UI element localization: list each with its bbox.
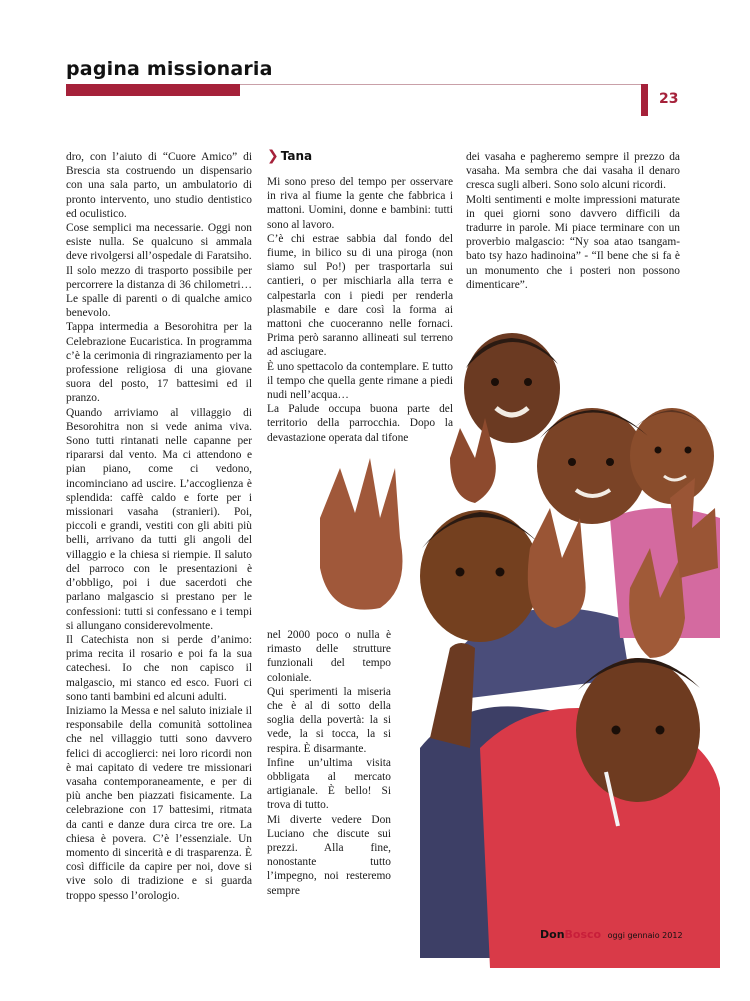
- paragraph: dei vasaha e pagheremo sempre il prezzo da vasaha. Ma sembra che dai vasaha il denaro cresca sugli alberi. Sono solo alcuni ricordi.: [466, 151, 680, 192]
- footer-brand-b: Bosco: [564, 928, 602, 941]
- footer-date: oggi gennaio 2012: [607, 931, 683, 940]
- paragraph: dro, con l’aiuto di “Cuore Amico” di Brescia sta costruendo un dispensario con una sala parto, un ambulatorio di pronto intervento, uno studio dentistico ed oculistico.: [66, 151, 252, 220]
- subheading-tana: [267, 148, 312, 164]
- header-rule: [240, 84, 642, 85]
- paragraph: Molti sentimenti e molte impressioni maturate in quei giorni sono davvero difficili da tradurre in parole. Mi piace terminare con un proverbio malgascio: “Ny soa atao tsangam-bato tsy hazo hadinoina” - “Il bene che si fa è un monumento che i posteri non possono dimenticare”.: [466, 193, 680, 291]
- paragraph: Qui sperimenti la miseria che è al di sotto della soglia della povertà: la si vede, la si tocca, la si respira. È disarmante.: [267, 685, 391, 755]
- subheading-text: Tana: [280, 149, 313, 163]
- paragraph: Quando arriviamo al villaggio di Besorohitra non si vede anima viva. Sono tutti rintanati nelle capanne per ripararsi dal vento. Ma ci attendono e pian piano, come ci vedono, incominciano ad uscire. L’accoglienza è splendida: caffè caldo e forte per i missionari vasaha (stranieri). Poi, piccoli e grandi, vestiti con gli abiti più belli, arrivano da tutti gli angoli del villaggio e la chiesa si riempie. Il saluto del parroco con le presentazioni è d’obbligo, poi i due sacerdoti che parlano malgascio si prestano per le confessioni: tutti si confessano e i tempi si allungano considerevolmente.: [66, 406, 252, 632]
- paragraph: nel 2000 poco o nulla è rimasto delle strutture funzionali del tempo coloniale.: [267, 629, 391, 684]
- page-number: 23: [659, 91, 679, 107]
- header-accent-bar: [66, 84, 240, 96]
- paragraph: Cose semplici ma necessarie. Oggi non esiste nulla. Se qualcuno si ammala deve rivolgersi all’ospedale di Faratsiho.: [66, 222, 252, 263]
- column-3: [466, 150, 680, 292]
- paragraph: Il solo mezzo di trasporto possibile per percorrere la distanza di 36 chilometri… Le spalle di parenti o di qualche amico benevolo.: [66, 264, 252, 320]
- section-title: pagina missionaria: [66, 58, 273, 80]
- footer-brand: [540, 928, 683, 941]
- paragraph: C’è chi estrae sabbia dal fondo del fiume, in bilico su di una piroga (non siamo sul Po!) per trasportarla sui cantieri, o per mischiarla alla terra e calpestarla con i piedi per renderla plasmabile e dare così la forma ai mattoni che cuoceranno nelle fornaci. Prima però saranno allineati sul terreno ad asciugare.: [267, 232, 453, 359]
- paragraph: Iniziamo la Messa e nel saluto iniziale il responsabile della comunità sottolinea che nel villaggio tutti sono davvero felici di accoglierci: nei loro ricordi non è mai capitato di vedere tre missionari vasaha contemporaneamente, e per di più anche ben piazzati fisicamente. La celebrazione con 17 battesimi, ritmata da canti e danze dura circa tre ore. La chiesa è povera. C’è l’essenziale. Un momento di sincerità e di trasparenza. È così difficile da capire per noi, dove si vive solo di tradizione e si guarda troppo spesso l’orologio.: [66, 704, 252, 902]
- paragraph: È uno spettacolo da contemplare. E tutto il tempo che quella gente rimane a piedi nudi nell’acqua…: [267, 360, 453, 402]
- paragraph: La Palude occupa buona parte del territorio della parrocchia. Dopo la devastazione operata dal tifone: [267, 403, 453, 444]
- paragraph: Infine un’ultima visita obbligata al mercato artigianale. È bello! Si trova di tutto.: [267, 756, 391, 812]
- paragraph: Il Catechista non si perde d’animo: prima recita il rosario e poi fa la sua catechesi. Io che non capisco il malgascio, mi stanco ed esco. Fuori ci sono tanti bambini ed alcuni adulti.: [66, 633, 252, 703]
- children-photo: [300, 318, 720, 968]
- chevron-right-icon: ❯: [267, 148, 279, 164]
- paragraph: Tappa intermedia a Besorohitra per la Celebrazione Eucaristica. In programma c’è la cerimonia di ringraziamento per la professione religiosa di una giovane suora del posto, 17 battesimi ed il pranzo.: [66, 321, 252, 405]
- footer-brand-a: Don: [540, 928, 565, 941]
- paragraph: Mi sono preso del tempo per osservare in riva al fiume la gente che fabbrica i mattoni. Uomini, donne e bambini: tutti sono al lavoro.: [267, 176, 453, 231]
- page-number-bar: [641, 84, 648, 116]
- paragraph: Mi diverte vedere Don Luciano che discute sui prezzi. Alla fine, nonostante tutto l’impegno, noi resteremo sempre: [267, 813, 391, 897]
- column-1: [66, 150, 252, 903]
